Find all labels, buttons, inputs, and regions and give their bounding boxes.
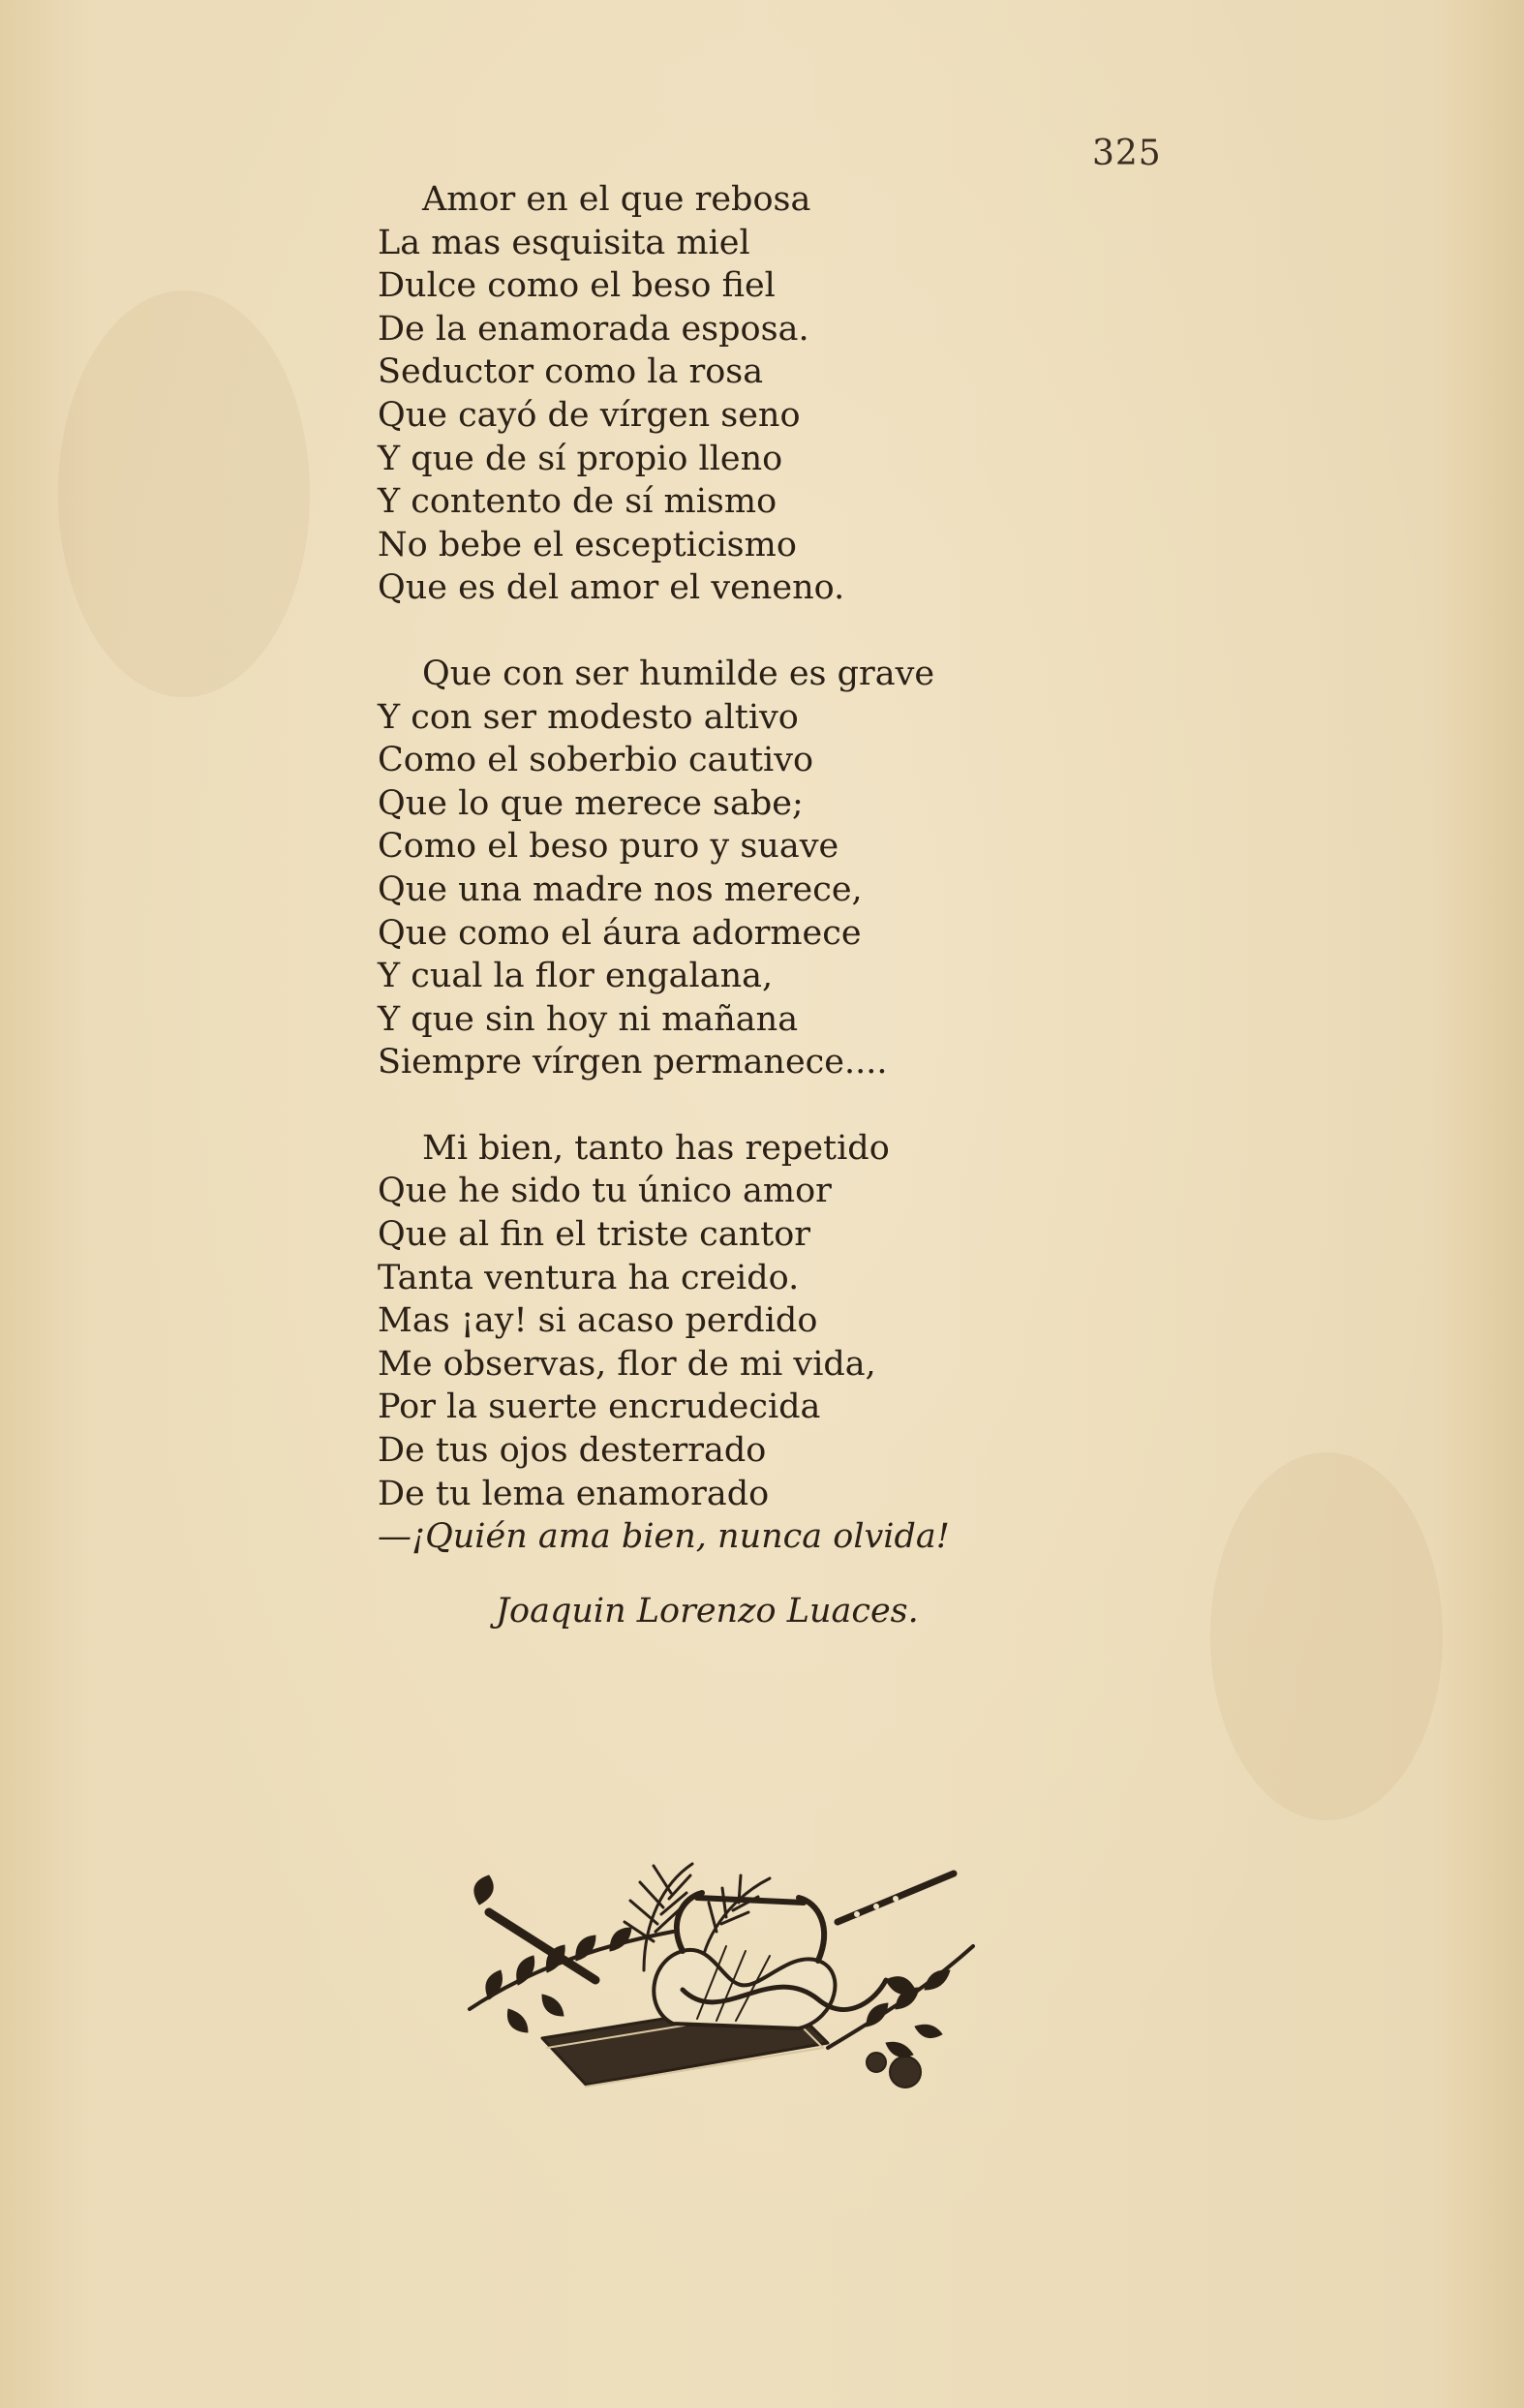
lyre-wreath-vignette-icon (450, 1854, 1002, 2106)
verse-line: Y que sin hoy ni mañana (378, 999, 799, 1039)
verse-line: Que al fin el triste cantor (378, 1215, 811, 1255)
verse-line: Siempre vírgen permanece.... (378, 1043, 888, 1082)
stanza-2 (378, 653, 1172, 1084)
verse-line: Que como el áura adormece (378, 913, 862, 953)
verse-line: Que cayó de vírgen seno (378, 395, 801, 435)
verse-line: Que es del amor el veneno. (378, 568, 845, 608)
verse-line: De tu lema enamorado (378, 1474, 770, 1513)
verse-line: Que una madre nos merece, (378, 869, 863, 909)
verse-line: Y contento de sí mismo (378, 482, 777, 522)
page-number: 325 (1092, 134, 1162, 173)
verse-line: Y con ser modesto altivo (378, 697, 799, 737)
paper-stain (1210, 1452, 1443, 1820)
verse-line: La mas esquisita miel (378, 223, 750, 262)
verse-line: Dulce como el beso fiel (378, 266, 776, 306)
verse-line: De tus ojos desterrado (378, 1431, 767, 1471)
verse-line: Seductor como la rosa (378, 352, 764, 392)
verse-line: Como el beso puro y suave (378, 827, 839, 867)
stanza-3 (378, 1127, 1172, 1559)
verse-line: No bebe el escepticismo (378, 525, 797, 564)
paper-stain (58, 290, 310, 697)
verse-line: Mas ¡ay! si acaso perdido (378, 1301, 818, 1341)
verse-line: Mi bien, tanto has repetido (422, 1128, 890, 1168)
verse-line: Que lo que merece sabe; (378, 783, 804, 823)
verse-line: Y que de sí propio lleno (378, 439, 783, 478)
stanza-1 (378, 178, 1172, 610)
poem (378, 178, 1172, 1601)
verse-line: Como el soberbio cautivo (378, 741, 814, 780)
verse-line: Que he sido tu único amor (378, 1172, 832, 1211)
verse-line: De la enamorada esposa. (378, 309, 809, 349)
lyre-wreath-vignette-icon (450, 1854, 1002, 2106)
verse-line: Que con ser humilde es grave (422, 654, 935, 693)
author-signature: Joaquin Lorenzo Luaces. (496, 1592, 919, 1631)
verse-line: Y cual la flor engalana, (378, 957, 774, 996)
closing-verse-line: —¡Quién ama bien, nunca olvida! (378, 1517, 950, 1557)
verse-line: Amor en el que rebosa (422, 180, 811, 219)
verse-line: Me observas, flor de mi vida, (378, 1344, 876, 1384)
verse-line: Por la suerte encrudecida (378, 1387, 821, 1427)
verse-line: Tanta ventura ha creido. (378, 1258, 800, 1297)
